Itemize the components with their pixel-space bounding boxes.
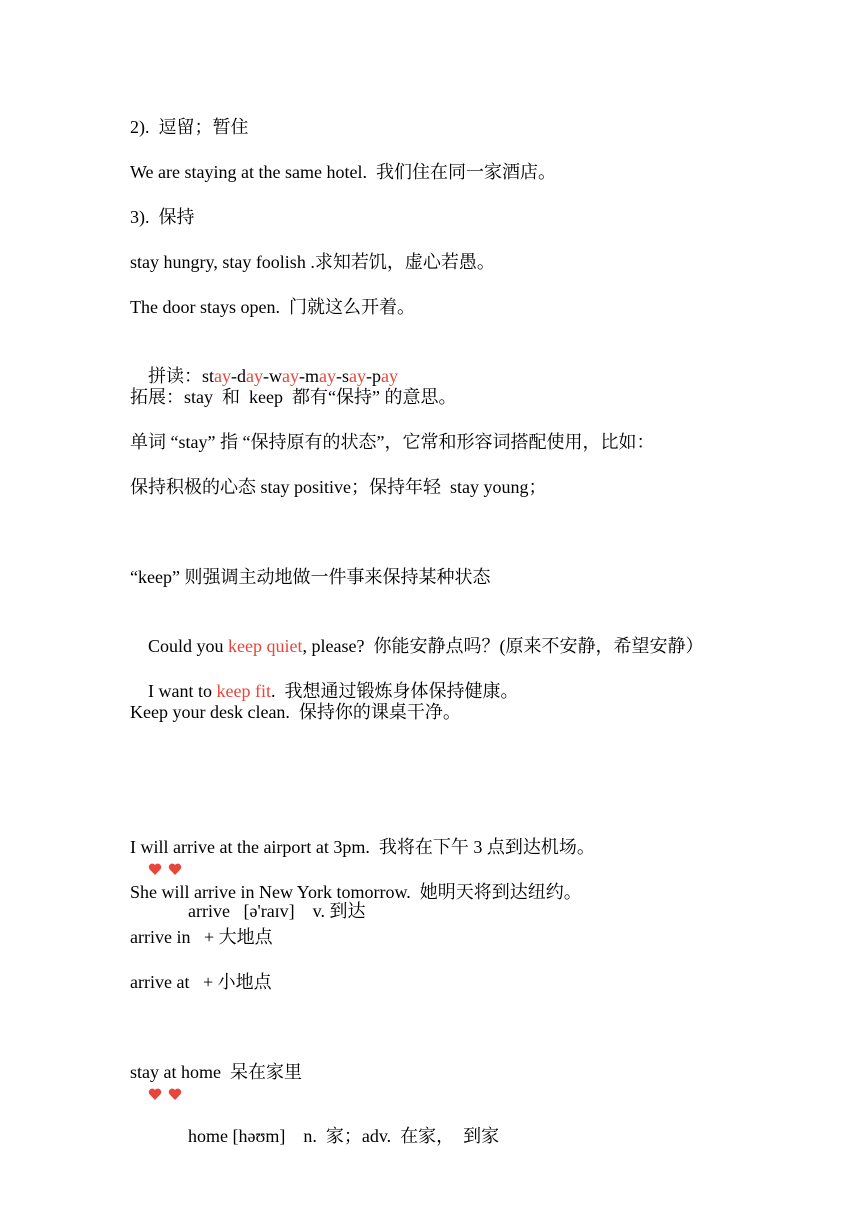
explanation-text: 单词 “stay” 指 “保持原有的状态”，它常和形容词搭配使用，比如： xyxy=(130,432,655,452)
red-heart-icon xyxy=(168,1039,182,1053)
example-sentence: stay hungry, stay foolish .求知若饥，虚心若愚。 xyxy=(130,252,495,272)
red-heart-icon xyxy=(148,1039,162,1053)
extension-note: 拓展：stay 和 keep 都有“保持” 的意思。 xyxy=(130,387,457,407)
example-sentence: Keep your desk clean. 保持你的课桌干净。 xyxy=(130,702,461,722)
red-heart-icon xyxy=(148,814,162,828)
spelling-segment: -s xyxy=(336,366,350,386)
example-sentence: We are staying at the same hotel. 我们住在同一家酒店。 xyxy=(130,162,556,182)
vocab-entry-arrive xyxy=(130,790,366,947)
spelling-highlight: ay xyxy=(214,366,232,386)
sentence-part: Could you xyxy=(148,636,229,656)
sentence-part: I want to xyxy=(148,681,217,701)
example-sentence: I will arrive at the airport at 3pm. 我将在下午 3 点到达机场。 xyxy=(130,837,595,857)
example-sentence: The door stays open. 门就这么开着。 xyxy=(130,297,415,317)
highlighted-phrase: keep quiet xyxy=(228,636,303,656)
explanation-text: 保持积极的心态 stay positive；保持年轻 stay young； xyxy=(130,477,547,497)
spelling-segment: st xyxy=(202,366,215,386)
sentence-part: , please? 你能安静点吗？(原来不安静，希望安静） xyxy=(302,636,704,656)
spelling-highlight: ay xyxy=(319,366,337,386)
spelling-segment: -w xyxy=(263,366,283,386)
vocab-entry-text: arrive [ə'raɪv] v. 到达 xyxy=(188,901,366,921)
spelling-highlight: ay xyxy=(349,366,367,386)
spelling-highlight: ay xyxy=(246,366,264,386)
usage-note: arrive at + 小地点 xyxy=(130,972,272,992)
vocab-entry-home xyxy=(130,1015,499,1172)
red-heart-icon xyxy=(168,814,182,828)
section-heading-2: 2). 逗留；暂住 xyxy=(130,117,249,137)
sentence-part: . 我想通过锻炼身体保持健康。 xyxy=(270,681,519,701)
spelling-segment: -p xyxy=(366,366,382,386)
usage-note: arrive in + 大地点 xyxy=(130,927,273,947)
spelling-segment: -d xyxy=(231,366,247,386)
spelling-segment: -m xyxy=(299,366,320,386)
highlighted-phrase: keep fit xyxy=(216,681,271,701)
spelling-prefix: 拼读： xyxy=(148,366,202,386)
section-heading-3: 3). 保持 xyxy=(130,207,195,227)
spelling-highlight: ay xyxy=(282,366,300,386)
example-sentence: She will arrive in New York tomorrow. 她明天将到达纽约。 xyxy=(130,882,582,902)
example-sentence: stay at home 呆在家里 xyxy=(130,1062,302,1082)
explanation-text: “keep” 则强调主动地做一件事来保持某种状态 xyxy=(130,567,491,587)
vocab-entry-text: home [həʊm] n. 家；adv. 在家， 到家 xyxy=(188,1126,500,1146)
spelling-highlight: ay xyxy=(381,366,399,386)
